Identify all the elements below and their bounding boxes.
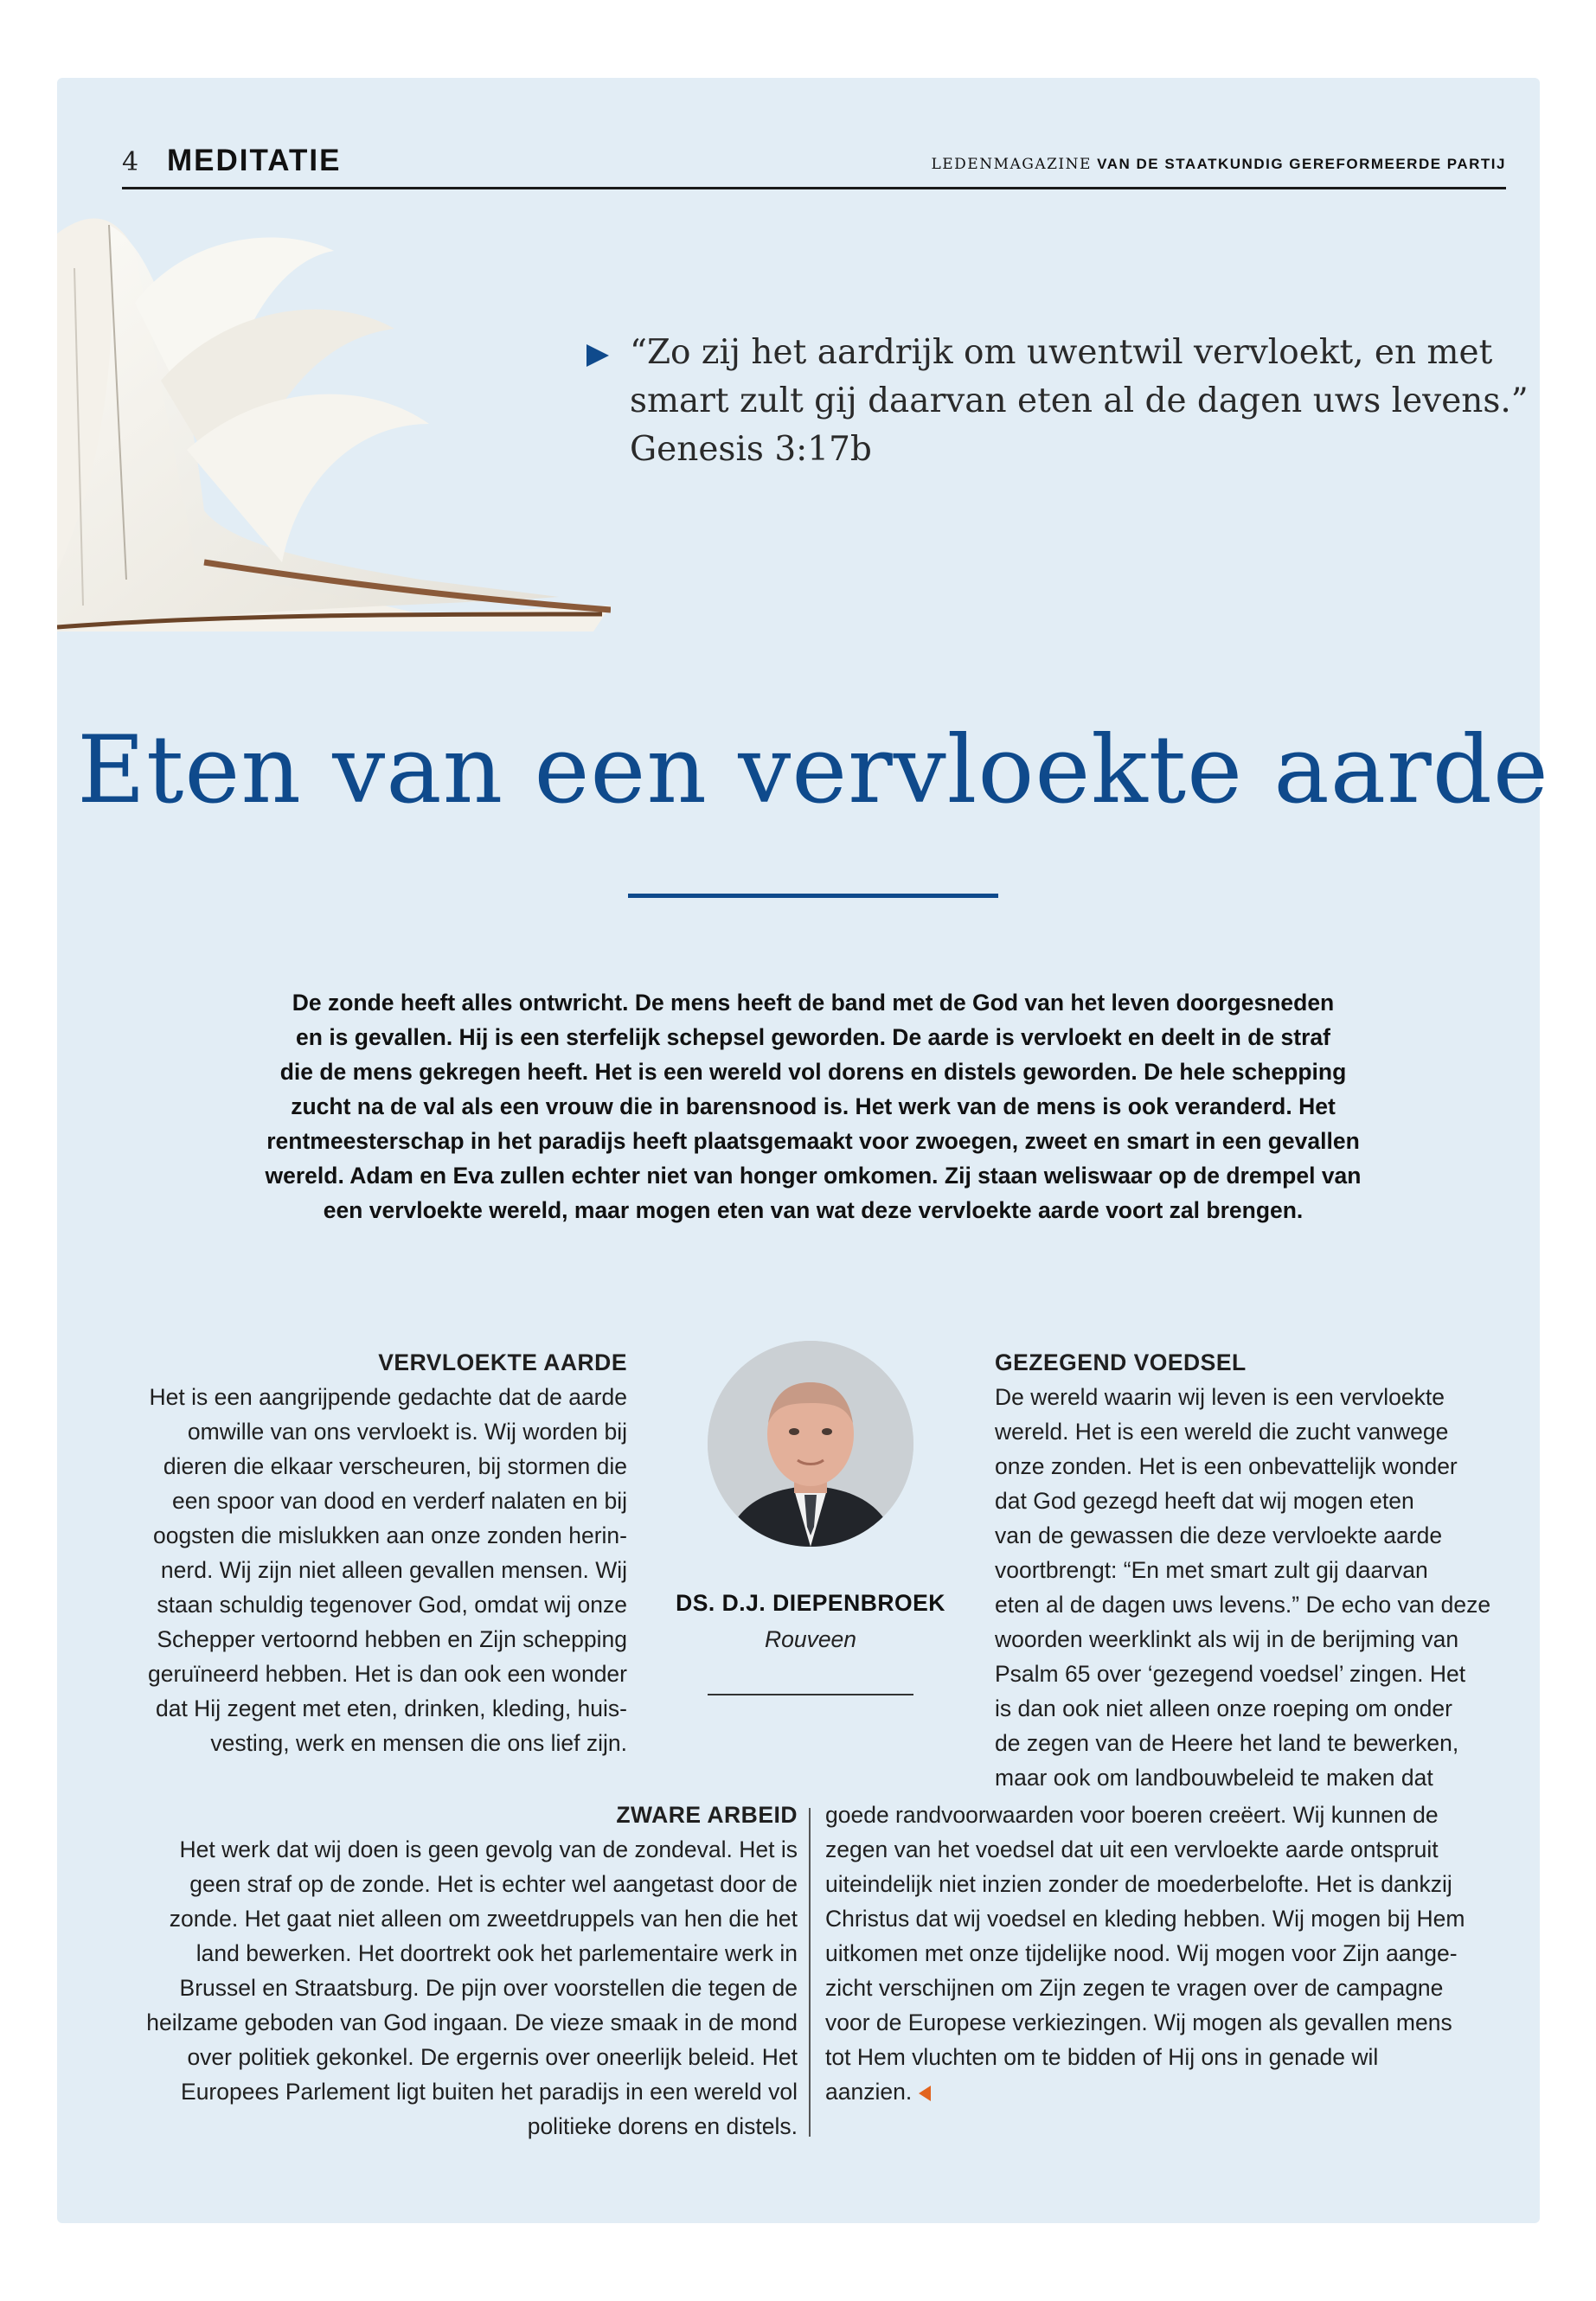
section-zware-arbeid xyxy=(121,1798,798,2144)
section-heading: ZWARE ARBEID xyxy=(616,1802,798,1828)
body-line: voor de Europese verkiezingen. Wij mogen als gevallen mens xyxy=(825,2009,1452,2035)
intro-line: een vervloekte wereld, maar mogen eten van wat deze vervloekte aarde voort zal brengen. xyxy=(323,1197,1304,1223)
section-title: MEDITATIE xyxy=(167,144,342,177)
publication-bold: VAN DE STAATKUNDIG GEREFORMEERDE PARTIJ xyxy=(1097,156,1506,172)
publication-name xyxy=(931,156,1506,173)
body-line: omwille van ons vervloekt is. Wij worden bij xyxy=(187,1419,627,1445)
section-heading: GEZEGEND VOEDSEL xyxy=(995,1349,1247,1375)
body-line: politieke dorens en distels. xyxy=(527,2113,798,2139)
intro-line: wereld. Adam en Eva zullen echter niet van honger omkomen. Zij staan weliswaar op de drempel van xyxy=(265,1163,1362,1189)
body-line: dat God gezegd heeft dat wij mogen eten xyxy=(995,1488,1414,1514)
body-line: heilzame geboden van God ingaan. De vieze smaak in de mond xyxy=(146,2009,798,2035)
body-line: uiteindelijk niet inzien zonder de moederbelofte. Het is dankzij xyxy=(825,1871,1452,1897)
body-line: eten al de dagen uws levens.” De echo van deze xyxy=(995,1592,1491,1618)
title-divider xyxy=(628,894,998,898)
body-line: zicht verschijnen om Zijn zegen te vragen over de campagne xyxy=(825,1975,1444,2001)
body-line: woorden weerklinkt als wij in de berijming van xyxy=(995,1626,1459,1652)
quote-line: “Zo zij het aardrijk om uwentwil vervloekt, en met xyxy=(630,333,1493,372)
body-line: Europees Parlement ligt buiten het paradijs in een wereld vol xyxy=(181,2079,798,2105)
body-line: een spoor van dood en verderf nalaten en bij xyxy=(172,1488,627,1514)
intro-paragraph xyxy=(216,985,1410,1227)
body-line: nerd. Wij zijn niet alleen gevallen mensen. Wij xyxy=(160,1557,627,1583)
body-line: Het werk dat wij doen is geen gevolg van de zondeval. Het is xyxy=(179,1836,798,1862)
body-line: vesting, werk en mensen die ons lief zijn. xyxy=(210,1730,627,1756)
quote-line: smart zult gij daarvan eten al de dagen uws levens.” xyxy=(630,381,1529,420)
body-line: dieren die elkaar verscheuren, bij stormen die xyxy=(163,1453,627,1479)
publication-light: LEDENMAGAZINE xyxy=(931,156,1092,173)
body-line: wereld. Het is een wereld die zucht vanwege xyxy=(995,1419,1449,1445)
author-name: DS. D.J. DIEPENBROEK xyxy=(676,1590,945,1616)
author-photo xyxy=(708,1341,913,1547)
body-line: land bewerken. Het doortrekt ook het parlementaire werk in xyxy=(195,1940,798,1966)
body-line: van de gewassen die deze vervloekte aarde xyxy=(995,1522,1443,1548)
open-book-image xyxy=(57,199,611,631)
intro-line: die de mens gekregen heeft. Het is een wereld vol dorens en distels geworden. De hele schepping xyxy=(279,1059,1347,1085)
author-place: Rouveen xyxy=(764,1626,857,1652)
body-line: is dan ook niet alleen onze roeping om onder xyxy=(995,1695,1452,1721)
body-line: zonde. Het gaat niet alleen om zweetdruppels van hen die het xyxy=(169,1906,798,1932)
body-line: Brussel en Straatsburg. De pijn over voorstellen die tegen de xyxy=(179,1975,798,2001)
body-line: Schepper vertoornd hebben en Zijn schepping xyxy=(157,1626,627,1652)
page-header xyxy=(122,144,1506,189)
intro-line: De zonde heeft alles ontwricht. De mens heeft de band met de God van het leven doorgesneden xyxy=(292,990,1335,1016)
body-line: oogsten die mislukken aan onze zonden herin- xyxy=(152,1522,627,1548)
play-triangle-icon xyxy=(585,343,611,369)
section-gezegend-voedsel-continued xyxy=(825,1798,1465,2109)
body-line: goede randvoorwaarden voor boeren creëert. Wij kunnen de xyxy=(825,1802,1439,1828)
body-line: de zegen van de Heere het land te bewerken, xyxy=(995,1730,1459,1756)
quote-reference: Genesis 3:17b xyxy=(630,430,872,469)
body-line: over politiek gekonkel. De ergernis over oneerlijk beleid. Het xyxy=(187,2044,798,2070)
intro-line: en is gevallen. Hij is een sterfelijk schepsel geworden. De aarde is vervloekt en deelt in de straf xyxy=(296,1024,1330,1050)
intro-line: zucht na de val als een vrouw die in barensnood is. Het werk van de mens is ook veranderd. Het xyxy=(291,1093,1336,1119)
page-number: 4 xyxy=(122,147,139,177)
end-mark-icon xyxy=(919,2086,931,2101)
body-line: Het is een aangrijpende gedachte dat de aarde xyxy=(149,1384,627,1410)
body-line: geen straf op de zonde. Het is echter wel aangetast door de xyxy=(189,1871,798,1897)
body-line: De wereld waarin wij leven is een vervloekte xyxy=(995,1384,1445,1410)
column-divider xyxy=(809,1808,811,2137)
body-line: maar ook om landbouwbeleid te maken dat xyxy=(995,1765,1433,1791)
body-line-last xyxy=(825,2074,1465,2109)
body-line: Psalm 65 over ‘gezegend voedsel’ zingen. Het xyxy=(995,1661,1466,1687)
body-line: uitkomen met onze tijdelijke nood. Wij mogen voor Zijn aange- xyxy=(825,1940,1458,1966)
body-line-text: aanzien. xyxy=(825,2079,913,2105)
intro-line: rentmeesterschap in het paradijs heeft plaatsgemaakt voor zwoegen, zweet en smart in een gevallen xyxy=(266,1128,1360,1154)
section-vervloekte-aarde xyxy=(130,1345,627,1760)
body-line: dat Hij zegent met eten, drinken, kleding, huis- xyxy=(155,1695,627,1721)
section-gezegend-voedsel xyxy=(995,1345,1548,1795)
body-line: onze zonden. Het is een onbevattelijk wonder xyxy=(995,1453,1458,1479)
body-line: tot Hem vluchten om te bidden of Hij ons in genade wil xyxy=(825,2044,1379,2070)
body-line: staan schuldig tegenover God, omdat wij onze xyxy=(157,1592,627,1618)
body-line: zegen van het voedsel dat uit een vervloekte aarde ontspruit xyxy=(825,1836,1439,1862)
article-title: Eten van een vervloekte aarde xyxy=(77,716,1549,824)
body-line: voortbrengt: “En met smart zult gij daarvan xyxy=(995,1557,1428,1583)
body-line: geruïneerd hebben. Het is dan ook een wonder xyxy=(148,1661,627,1687)
body-line: Christus dat wij voedsel en kleding hebben. Wij mogen bij Hem xyxy=(825,1906,1465,1932)
section-heading: VERVLOEKTE AARDE xyxy=(378,1349,627,1375)
author-divider xyxy=(708,1694,913,1695)
